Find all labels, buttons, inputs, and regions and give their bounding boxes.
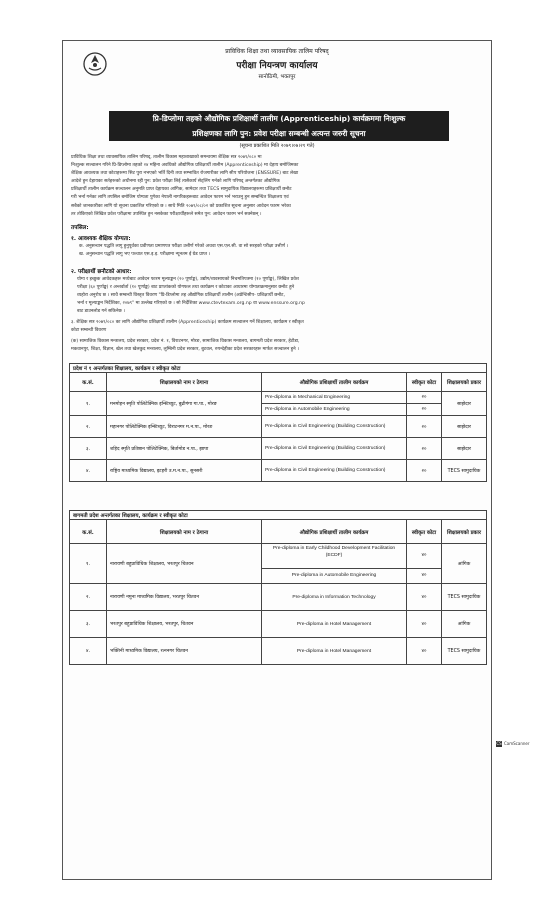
tapasil-heading: तपसिल: <box>71 225 89 231</box>
type-cell: आंगिक <box>442 544 487 584</box>
column-header: शिक्षालयको नाम र ठेगाना <box>107 520 262 544</box>
quota-cell: ४० <box>407 638 442 665</box>
intro-line: गरी भर्ना गर्नका लागि तपसिल बमोजिम योग्यता पुगेका नेपाली नागरिकहरूबाट आवेदन फारम भर्न भराउनु हुन सम्बन्धित शिक्षालय एवं <box>71 195 289 201</box>
quota-cell: ४० <box>407 611 442 638</box>
program-cell: Pre-diploma in Civil Engineering (Building Construction) <box>262 460 407 482</box>
section-3-line: कोटा सम्बन्धी विवरण <box>71 328 107 334</box>
quota-value: २० <box>421 407 427 412</box>
intro-line: शैक्षिक आवश्यक तथा कोटाहरूमा सिट पुरा नभएको भर्ति दिनी तथा सम्भावित रोजगारीका लागि सीप परियोजना (ENSSURE) बाट लेखा <box>71 171 299 177</box>
type-cell: साझेदार <box>442 438 487 460</box>
banner-line-1: प्रि-डिप्लोमा तहको औद्योगिक प्रशिक्षार्थी तालीम (Apprenticeship) कार्यक्रममा निःशुल्क <box>152 114 406 123</box>
quota-cell: २० <box>407 416 442 438</box>
quota-value: ४० <box>407 544 441 569</box>
selection-line: परीक्षा (६० पूर्णाङ्क) र अन्तर्वार्ता (१० पूर्णाङ्क) बाट प्राप्तांकको योगफल तथा कार्यक्रम र कोटाका आधारमा योग्यताक्रमानुसार छनौट हुने <box>77 285 295 291</box>
selection-line: बाट डाउनलोड गर्न सकिनेछ । <box>77 309 125 315</box>
column-header: शिक्षालयको प्रकार <box>442 520 487 544</box>
type-cell: साझेदार <box>442 392 487 416</box>
intro-line: निःशुल्क सञ्चालन गरिने प्रि-डिप्लोमा तहको २४ महिना अवधिको औद्योगिक प्रशिक्षार्थी तालीम (Apprenticeship) मा देहाय बमोजिमका <box>71 163 299 169</box>
program-cell <box>262 544 407 584</box>
camscanner-label: CamScanner <box>504 741 530 746</box>
table-row <box>70 392 487 416</box>
column-header: औद्योगिक प्रशिक्षार्थी तालीम कार्यक्रम <box>262 373 407 392</box>
qualification-line: ख. अनुसन्धान पद्धति लागु भए पश्चात एस.इ.इ. परीक्षामा न्यूनतम ई ग्रेड प्राप्त । <box>79 252 211 258</box>
school-cell: मनमोहन स्मृति पोलिटेक्निक इन्स्टिच्युट, बुढीगंगा गा.पा., मोरङ <box>107 392 262 416</box>
intro-line: प्रशिक्षार्थी तालीम कार्यक्रम सञ्चालन अनुमति प्राप्त देहायका आंगिक, सामेदार तथा TECS सामुदायिक विद्यालयहरूमा प्रशिक्षार्थी छनौट <box>71 187 292 193</box>
program-name: Pre-diploma in Automobile Engineering <box>291 573 377 578</box>
intro-line: सबैको जानकारीका लागि यो सूचना प्रकाशित गरिएको छ । साथै मिति २०७९/०८/०२ को प्रकाशित सूचना अनुसार आवेदन फारम भरेका <box>71 203 291 209</box>
program-cell: Pre-diploma in Hotel Management <box>262 638 407 665</box>
quota-cell <box>407 544 442 584</box>
bagmati-table <box>69 510 487 665</box>
selection-line: व्यहोरा अनुरोध छ । साथै सम्बन्धी विस्तृत विवरण "प्रि-डिप्लोमा तह औद्योगिक प्रशिक्षार्थी तालीम (अप्रेन्टिसीप- प्रशिक्षार्थी छनौट, <box>77 293 285 299</box>
serial-cell: ३. <box>70 438 107 460</box>
intro-line: आदेशे हुन देहायका सर्तहरूको अधीनमा रही पुन: प्रवेश परीक्षा लिई त्यसैकार्य सेट्लिंग गर्नको लागि परिषद् अन्तर्गतका औद्योगिक <box>71 179 280 185</box>
section-1-body <box>79 243 479 259</box>
school-cell: महानगर पोलिटेक्निक इन्स्टिच्युट, विराटनगर म.न.पा., मोरङ <box>107 416 262 438</box>
type-cell: TECS सामुदायिक <box>442 460 487 482</box>
serial-cell: ३. <box>70 611 107 638</box>
table-row <box>70 416 487 438</box>
quota-cell: २० <box>407 460 442 482</box>
column-header: औद्योगिक प्रशिक्षार्थी तालीम कार्यक्रम <box>262 520 407 544</box>
program-cell: Pre-diploma in Hotel Management <box>262 611 407 638</box>
section-2-title: २. परीक्षार्थी छनौटको आधार: <box>71 269 132 275</box>
selection-line: भर्ना र मूल्याङ्कन निर्देशिका, २०७९" मा उल्लेख गरिएको छ । सो निर्देशिका www.ctevtexam.org.np वा www.enssure.org.np <box>77 301 305 307</box>
column-header: क.सं. <box>70 373 107 392</box>
section-3-body <box>71 319 485 335</box>
table-caption: बागमती प्रदेश अन्तर्गतका शिक्षालय, कार्यक्रम र स्वीकृत कोटा <box>70 511 487 520</box>
school-cell: भरतपुर बहुप्राविधिक शिक्षालय, भरतपुर, चितवन <box>107 611 262 638</box>
notice-date: (सूचना प्रकाशित मिति २०७९।०७।२१ गते) <box>239 143 315 149</box>
type-cell: TECS सामुदायिक <box>442 638 487 665</box>
intro-line: प्राविधिक शिक्षा तथा व्यावसायिक तालिम परिषद्, तालीम विकास महाशाखाको समन्वयमा शैक्षिक सत्र २०७९/०८० मा <box>71 155 262 160</box>
quota-value: २० <box>407 392 441 404</box>
ministry-name: प्राविधिक शिक्षा तथा व्यावसायिक तालिम परिषद् <box>225 48 329 55</box>
program-name: Pre-diploma in Automobile Engineering <box>265 407 350 412</box>
intro-paragraph <box>71 154 485 219</box>
subsection-ka <box>71 338 485 354</box>
subsection-line: मकवानपुर, शिक्षा, विज्ञान, खेल तथा खेलकुद मन्त्रालय, लुम्बिनी प्रदेश सरकार, बुटवल, रुपन्देहीका प्रदेश सरकारहरू मार्फत सञ्चालन हुने । <box>71 347 299 353</box>
school-cell: नारायणी बहुप्राविधिक शिक्षालय, भरतपुर चितवन <box>107 544 262 584</box>
program-name: Pre-diploma in Early Childhood Development Facilitation (ECDF) <box>262 544 406 569</box>
school-cell: शहिद स्मृति प्रतिष्ठान पोलिटेक्निक, बिर्तामोड न.पा., झापा <box>107 438 262 460</box>
program-name: Pre-diploma in Mechanical Engineering <box>262 392 406 404</box>
serial-cell: ४. <box>70 460 107 482</box>
table-row <box>70 544 487 584</box>
column-header: स्वीकृत कोटा <box>407 373 442 392</box>
quota-cell: ४० <box>407 584 442 611</box>
table-row <box>70 460 487 482</box>
program-cell: Pre-diploma in Information Technology <box>262 584 407 611</box>
section-3-line: ३. शैक्षिक सत्र २०७९/०८० का लागि औद्योगिक प्रशिक्षार्थी तालीम (Apprenticeship) कार्यक्रम सञ्चालन गर्ने शिक्षालय, कार्यक्रम र स्वीकृत <box>71 320 304 325</box>
notice-title-banner <box>109 111 449 141</box>
table-row <box>70 584 487 611</box>
camscanner-logo-icon: CS <box>496 741 502 746</box>
section-2-body <box>77 276 483 316</box>
type-cell: TECS सामुदायिक <box>442 584 487 611</box>
office-place: सानोठिमी, भक्तपुर <box>258 74 296 80</box>
quota-cell <box>407 392 442 416</box>
type-cell: आंगिक <box>442 611 487 638</box>
table-caption: प्रदेश नं १ अन्तर्गतका शिक्षालय, कार्यक्रम र स्वीकृत कोटा <box>70 364 487 373</box>
type-cell: साझेदार <box>442 416 487 438</box>
serial-cell: ४. <box>70 638 107 665</box>
intro-line: तर तोकिएको लिखित प्रवेश परीक्षामा उपस्थित हुन नसकेका परीक्षार्थीहरूले समेत पुन: आवेदन फारम भर्न सक्नेछन् । <box>71 211 262 217</box>
serial-cell: २. <box>70 584 107 611</box>
school-cell: राष्ट्रिय माध्यमिक विद्यालय, इटहरी उ.म.न.पा., सुनसरी <box>107 460 262 482</box>
qualification-line: क. अनुसन्धान पद्धति लागु हुनुपूर्वका प्रवीणता प्रमाणपत्र परीक्षा उत्तीर्ण गरेको अथवा एस.एल.सी. वा सो सरहको परीक्षा उत्तीर्ण । <box>79 244 289 249</box>
program-cell <box>262 392 407 416</box>
serial-cell: २. <box>70 416 107 438</box>
column-header: शिक्षालयको प्रकार <box>442 373 487 392</box>
table-row <box>70 438 487 460</box>
serial-cell: १. <box>70 392 107 416</box>
quota-cell: २० <box>407 438 442 460</box>
column-header: क.सं. <box>70 520 107 544</box>
serial-cell: १. <box>70 544 107 584</box>
school-cell: नारायणी नमुना माध्यमिक विद्यालय, भरतपुर चितवन <box>107 584 262 611</box>
table-row <box>70 638 487 665</box>
notice-sheet <box>62 40 492 880</box>
quota-value: ४० <box>421 573 427 578</box>
province-1-table <box>69 363 487 482</box>
column-header: स्वीकृत कोटा <box>407 520 442 544</box>
selection-line: योग्य र इच्छुक आवेदकहरू मध्येबाट आवेदन फारम मूल्याङ्कन (२० पूर्णाङ्क), उद्योग/व्यवसायको निचमतिपत्रमा (१० पूर्णाङ्क), लिखित प्रवेश <box>77 277 299 282</box>
table-row <box>70 611 487 638</box>
subsection-line: (क) सामाजिक विकास मन्त्रालय, प्रदेश सरकार, प्रदेश नं. १, विराटनगर, मोरङ, सामाजिक विकास मन्त्रालय, बागमती प्रदेश सरकार, हेटौडा, <box>71 339 300 344</box>
program-cell: Pre-diploma in Civil Engineering (Building Construction) <box>262 438 407 460</box>
program-cell: Pre-diploma in Civil Engineering (Building Construction) <box>262 416 407 438</box>
school-cell: भक्तिनी माध्यमिक विद्यालय, रत्ननगर चितवन <box>107 638 262 665</box>
banner-line-2: प्रशिक्षणका लागि पुन: प्रवेश परीक्षा सम्बन्धी अत्यन्त जरुरी सूचना <box>192 129 366 138</box>
office-name: परीक्षा नियन्त्रण कार्यालय <box>236 61 318 71</box>
camscanner-watermark <box>496 741 530 747</box>
column-header: शिक्षालयको नाम र ठेगाना <box>107 373 262 392</box>
section-1-title: १. आवश्यक शैक्षिक योग्यता: <box>71 236 131 242</box>
